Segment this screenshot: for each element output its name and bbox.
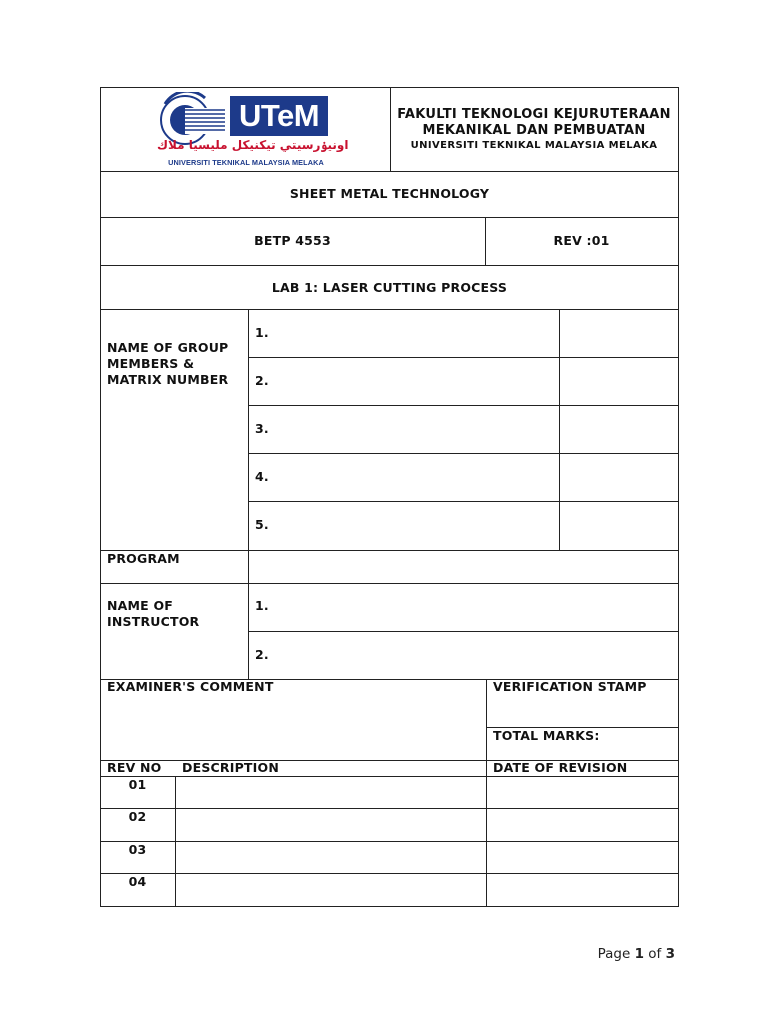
group-label-line-1: NAME OF GROUP [107,340,229,355]
matrix-number-field-1[interactable] [560,310,678,357]
page-word: Page [597,946,631,962]
total-marks-label: TOTAL MARKS: [493,728,600,743]
examiner-comment-label: EXAMINER'S COMMENT [107,679,274,694]
instructor-field-2[interactable] [249,632,678,679]
rev-no-header: REV NO [107,760,162,775]
rev-row-2-number: 02 [128,809,147,824]
course-title: SHEET METAL TECHNOLOGY [289,186,490,201]
rev-row-4-number: 04 [128,874,147,889]
of-word: of [648,946,662,962]
member-row-1-number: 1. [255,325,269,340]
matrix-number-field-4[interactable] [560,454,678,501]
member-row-3-number: 3. [255,421,269,436]
revision-label: REV :01 [553,233,610,248]
member-row-4-number: 4. [255,469,269,484]
member-name-field-3[interactable] [249,406,559,453]
rev-row-3-number: 03 [128,842,147,857]
program-label: PROGRAM [107,551,180,566]
utem-brand-text: UTeM [238,98,320,133]
matrix-number-field-3[interactable] [560,406,678,453]
instructor-row-1-number: 1. [255,598,269,613]
member-row-2-number: 2. [255,373,269,388]
page-total: 3 [665,946,675,962]
verification-stamp-label: VERIFICATION STAMP [493,679,647,694]
course-code: BETP 4553 [254,233,331,248]
group-label-line-3: MATRIX NUMBER [107,372,229,387]
date-of-revision-header: DATE OF REVISION [493,760,628,775]
lab-title: LAB 1: LASER CUTTING PROCESS [271,280,508,295]
member-name-field-1[interactable] [249,310,559,357]
utem-logo [155,92,349,172]
group-label-line-2: MEMBERS & [107,356,195,371]
faculty-line-1: FAKULTI TEKNOLOGI KEJURUTERAAN [397,107,671,122]
instructor-field-1[interactable] [249,584,678,631]
utem-jawi-text: اونيۏرسيتي تيكنيكل مليسيا ملاك [157,138,349,152]
university-name: UNIVERSITI TEKNIKAL MALAYSIA MELAKA [410,140,658,151]
member-name-field-5[interactable] [249,502,559,550]
program-field[interactable] [249,551,678,583]
utem-caption: UNIVERSITI TEKNIKAL MALAYSIA MELAKA [168,158,324,167]
page-number: 1 [634,946,644,962]
page-indicator [598,946,675,962]
member-name-field-4[interactable] [249,454,559,501]
description-header: DESCRIPTION [182,760,279,775]
examiner-comment-field[interactable] [101,696,485,759]
instructor-label-line-2: INSTRUCTOR [107,614,200,629]
matrix-number-field-5[interactable] [560,502,678,550]
rev-row-1-number: 01 [128,777,147,792]
member-row-5-number: 5. [255,517,269,532]
matrix-number-field-2[interactable] [560,358,678,405]
faculty-line-2: MEKANIKAL DAN PEMBUATAN [422,123,646,138]
member-name-field-2[interactable] [249,358,559,405]
instructor-label-line-1: NAME OF [107,598,174,613]
instructor-row-2-number: 2. [255,647,269,662]
